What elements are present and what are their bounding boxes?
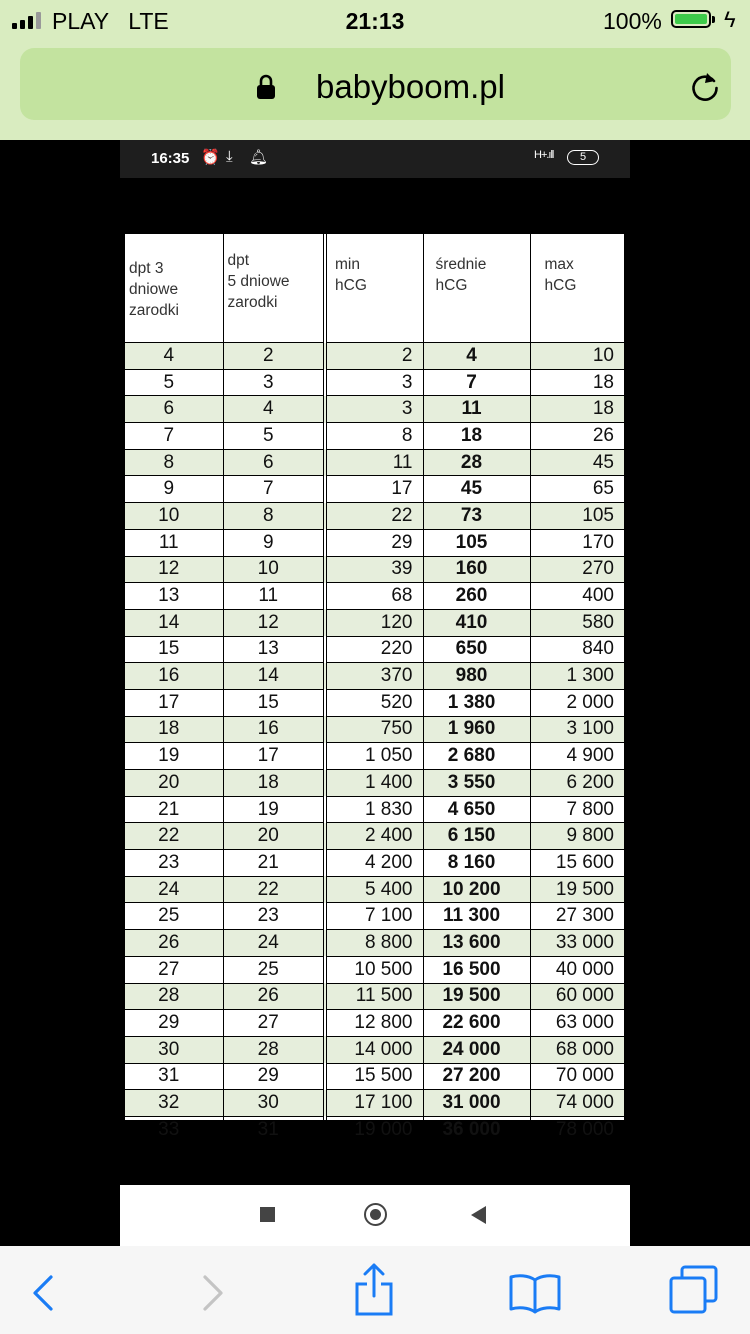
table-body — [125, 343, 624, 1144]
table-cell: 520 — [325, 689, 423, 716]
table-cell: 26 — [223, 983, 325, 1010]
table-cell: 7 — [223, 476, 325, 503]
charging-icon: ϟ — [724, 7, 736, 32]
table-cell: 650 — [423, 636, 530, 663]
table-cell: 1 830 — [325, 796, 423, 823]
table-cell: 30 — [223, 1090, 325, 1117]
page-image — [0, 140, 750, 1246]
table-cell: 31 — [125, 1063, 223, 1090]
table-cell: 10 500 — [325, 956, 423, 983]
table-cell: 18 — [125, 716, 223, 743]
table-row — [125, 983, 624, 1010]
col-header-avg: średnie hCG — [423, 234, 530, 343]
table-cell: 29 — [325, 529, 423, 556]
table-row — [125, 423, 624, 450]
table-row — [125, 369, 624, 396]
battery-percent: 100% — [603, 8, 662, 34]
table-cell: 13 — [223, 636, 325, 663]
table-cell: 17 — [125, 689, 223, 716]
table-cell: 26 — [530, 423, 624, 450]
table-cell: 73 — [423, 503, 530, 530]
table-row — [125, 796, 624, 823]
table-cell: 28 — [223, 1036, 325, 1063]
browser-address-bar — [0, 42, 750, 140]
table-cell: 29 — [223, 1063, 325, 1090]
table-row — [125, 636, 624, 663]
table-cell: 8 800 — [325, 930, 423, 957]
table-cell: 1 300 — [530, 663, 624, 690]
table-cell: 2 680 — [423, 743, 530, 770]
table-cell: 8 160 — [423, 850, 530, 877]
table-cell: 33 000 — [530, 930, 624, 957]
table-cell: 45 — [423, 476, 530, 503]
table-cell: 6 — [223, 449, 325, 476]
carrier-label: PLAY LTE — [52, 8, 169, 34]
table-cell: 19 — [125, 743, 223, 770]
url-field[interactable] — [20, 48, 731, 120]
hcg-table — [125, 234, 624, 1144]
table-cell: 15 500 — [325, 1063, 423, 1090]
table-cell: 18 — [423, 423, 530, 450]
table-cell: 8 — [125, 449, 223, 476]
recents-icon — [260, 1207, 275, 1222]
table-cell: 22 — [325, 503, 423, 530]
table-cell: 8 — [325, 423, 423, 450]
url-text: babyboom.pl — [316, 68, 505, 105]
back-triangle-icon — [471, 1206, 486, 1224]
table-cell: 6 — [125, 396, 223, 423]
table-cell: 24 — [125, 876, 223, 903]
table-cell: 14 000 — [325, 1036, 423, 1063]
table-cell: 3 — [325, 396, 423, 423]
signal-icon: H+.ıll — [534, 149, 554, 161]
table-cell: 78 000 — [530, 1116, 624, 1143]
col-header-min: min hCG — [325, 234, 423, 343]
table-cell: 19 — [223, 796, 325, 823]
table-cell: 36 000 — [423, 1116, 530, 1143]
table-cell: 12 — [125, 556, 223, 583]
table-cell: 15 — [125, 636, 223, 663]
bookmarks-icon[interactable] — [508, 1272, 562, 1312]
table-row — [125, 743, 624, 770]
table-cell: 2 000 — [530, 689, 624, 716]
table-cell: 1 400 — [325, 770, 423, 797]
table-cell: 2 — [325, 343, 423, 370]
table-cell: 33 — [125, 1116, 223, 1143]
table-row — [125, 1116, 624, 1143]
table-row — [125, 556, 624, 583]
table-cell: 11 — [223, 583, 325, 610]
table-cell: 5 400 — [325, 876, 423, 903]
table-row — [125, 663, 624, 690]
forward-icon[interactable] — [200, 1274, 226, 1312]
table-cell: 19 000 — [325, 1116, 423, 1143]
table-cell: 14 — [125, 609, 223, 636]
table-cell: 1 050 — [325, 743, 423, 770]
android-status-bar — [120, 140, 630, 178]
browser-toolbar — [0, 1246, 750, 1334]
table-cell: 65 — [530, 476, 624, 503]
table-cell: 170 — [530, 529, 624, 556]
table-cell: 160 — [423, 556, 530, 583]
table-cell: 13 600 — [423, 930, 530, 957]
table-cell: 20 — [125, 770, 223, 797]
table-cell: 31 000 — [423, 1090, 530, 1117]
clock: 21:13 — [345, 8, 405, 34]
table-cell: 16 — [223, 716, 325, 743]
table-cell: 16 500 — [423, 956, 530, 983]
table-cell: 750 — [325, 716, 423, 743]
share-icon[interactable] — [354, 1262, 394, 1316]
table-cell: 4 — [125, 343, 223, 370]
table-row — [125, 1090, 624, 1117]
table-cell: 20 — [223, 823, 325, 850]
table-cell: 3 550 — [423, 770, 530, 797]
table-cell: 11 500 — [325, 983, 423, 1010]
table-row — [125, 823, 624, 850]
table-cell: 15 600 — [530, 850, 624, 877]
table-cell: 120 — [325, 609, 423, 636]
table-cell: 13 — [125, 583, 223, 610]
table-cell: 24 000 — [423, 1036, 530, 1063]
table-row — [125, 476, 624, 503]
table-cell: 25 — [125, 903, 223, 930]
table-row — [125, 1010, 624, 1037]
battery-icon: 5 — [567, 150, 599, 165]
table-cell: 32 — [125, 1090, 223, 1117]
alarm-icon: ⏰ — [201, 149, 220, 166]
back-icon[interactable] — [30, 1274, 56, 1312]
table-cell: 1 380 — [423, 689, 530, 716]
table-row — [125, 396, 624, 423]
table-cell: 60 000 — [530, 983, 624, 1010]
table-cell: 10 — [530, 343, 624, 370]
table-cell: 14 — [223, 663, 325, 690]
table-cell: 23 — [223, 903, 325, 930]
table-cell: 22 — [223, 876, 325, 903]
table-cell: 19 500 — [423, 983, 530, 1010]
status-bar — [0, 0, 750, 42]
table-cell: 9 — [223, 529, 325, 556]
table-cell: 26 — [125, 930, 223, 957]
table-cell: 12 800 — [325, 1010, 423, 1037]
table-row — [125, 583, 624, 610]
table-cell: 3 — [325, 369, 423, 396]
table-cell: 17 — [223, 743, 325, 770]
table-cell: 40 000 — [530, 956, 624, 983]
table-row — [125, 529, 624, 556]
table-row — [125, 930, 624, 957]
table-cell: 10 — [125, 503, 223, 530]
table-cell: 22 600 — [423, 1010, 530, 1037]
table-cell: 29 — [125, 1010, 223, 1037]
table-cell: 27 200 — [423, 1063, 530, 1090]
table-cell: 18 — [530, 369, 624, 396]
table-cell: 70 000 — [530, 1063, 624, 1090]
hcg-table-image — [125, 234, 624, 1140]
tabs-icon[interactable] — [668, 1264, 720, 1316]
table-row — [125, 1036, 624, 1063]
table-cell: 21 — [125, 796, 223, 823]
table-row — [125, 956, 624, 983]
table-row — [125, 503, 624, 530]
col-header-dpt3: dpt 3 dniowe zarodki — [125, 234, 223, 343]
table-cell: 840 — [530, 636, 624, 663]
table-row — [125, 716, 624, 743]
table-cell: 5 — [223, 423, 325, 450]
table-cell: 5 — [125, 369, 223, 396]
table-cell: 11 — [325, 449, 423, 476]
table-cell: 27 300 — [530, 903, 624, 930]
table-row — [125, 689, 624, 716]
table-cell: 28 — [125, 983, 223, 1010]
table-cell: 30 — [125, 1036, 223, 1063]
battery-icon — [671, 10, 711, 28]
table-cell: 23 — [125, 850, 223, 877]
table-cell: 28 — [423, 449, 530, 476]
table-cell: 45 — [530, 449, 624, 476]
table-cell: 400 — [530, 583, 624, 610]
col-header-dpt5: dpt 5 dniowe zarodki — [223, 234, 325, 343]
table-cell: 18 — [223, 770, 325, 797]
table-cell: 63 000 — [530, 1010, 624, 1037]
table-cell: 580 — [530, 609, 624, 636]
table-cell: 9 — [125, 476, 223, 503]
table-cell: 31 — [223, 1116, 325, 1143]
table-row — [125, 1063, 624, 1090]
table-cell: 17 100 — [325, 1090, 423, 1117]
table-cell: 22 — [125, 823, 223, 850]
table-cell: 220 — [325, 636, 423, 663]
table-row — [125, 770, 624, 797]
table-cell: 17 — [325, 476, 423, 503]
table-cell: 11 300 — [423, 903, 530, 930]
table-header-row — [125, 234, 624, 343]
table-cell: 410 — [423, 609, 530, 636]
table-cell: 9 800 — [530, 823, 624, 850]
table-cell: 11 — [125, 529, 223, 556]
table-cell: 370 — [325, 663, 423, 690]
table-cell: 4 200 — [325, 850, 423, 877]
table-cell: 980 — [423, 663, 530, 690]
table-cell: 10 200 — [423, 876, 530, 903]
table-cell: 1 960 — [423, 716, 530, 743]
table-cell: 12 — [223, 609, 325, 636]
table-cell: 39 — [325, 556, 423, 583]
table-cell: 105 — [423, 529, 530, 556]
table-cell: 68 000 — [530, 1036, 624, 1063]
table-cell: 6 200 — [530, 770, 624, 797]
table-cell: 3 100 — [530, 716, 624, 743]
table-cell: 3 — [223, 369, 325, 396]
bell-icon: 🔔︎ — [249, 149, 269, 166]
table-cell: 24 — [223, 930, 325, 957]
table-row — [125, 876, 624, 903]
col-header-max: max hCG — [530, 234, 624, 343]
table-cell: 2 — [223, 343, 325, 370]
table-cell: 6 150 — [423, 823, 530, 850]
table-cell: 19 500 — [530, 876, 624, 903]
table-cell: 21 — [223, 850, 325, 877]
table-cell: 8 — [223, 503, 325, 530]
table-cell: 7 — [125, 423, 223, 450]
table-cell: 16 — [125, 663, 223, 690]
table-cell: 7 800 — [530, 796, 624, 823]
table-row — [125, 609, 624, 636]
table-cell: 27 — [223, 1010, 325, 1037]
table-cell: 10 — [223, 556, 325, 583]
table-cell: 105 — [530, 503, 624, 530]
table-cell: 7 100 — [325, 903, 423, 930]
table-cell: 4 900 — [530, 743, 624, 770]
table-cell: 74 000 — [530, 1090, 624, 1117]
table-cell: 27 — [125, 956, 223, 983]
table-cell: 260 — [423, 583, 530, 610]
home-icon — [364, 1203, 387, 1226]
table-cell: 4 650 — [423, 796, 530, 823]
table-cell: 4 — [223, 396, 325, 423]
android-clock: 16:35 — [151, 150, 190, 167]
reload-icon[interactable] — [688, 69, 722, 103]
table-cell: 4 — [423, 343, 530, 370]
table-row — [125, 449, 624, 476]
table-cell: 11 — [423, 396, 530, 423]
table-cell: 68 — [325, 583, 423, 610]
lock-icon — [256, 74, 276, 100]
table-row — [125, 903, 624, 930]
table-row — [125, 343, 624, 370]
table-cell: 25 — [223, 956, 325, 983]
table-cell: 18 — [530, 396, 624, 423]
table-cell: 270 — [530, 556, 624, 583]
table-row — [125, 850, 624, 877]
table-cell: 7 — [423, 369, 530, 396]
download-icon: ⤓ — [226, 148, 233, 165]
table-cell: 2 400 — [325, 823, 423, 850]
table-cell: 15 — [223, 689, 325, 716]
android-nav-bar — [120, 1185, 630, 1246]
